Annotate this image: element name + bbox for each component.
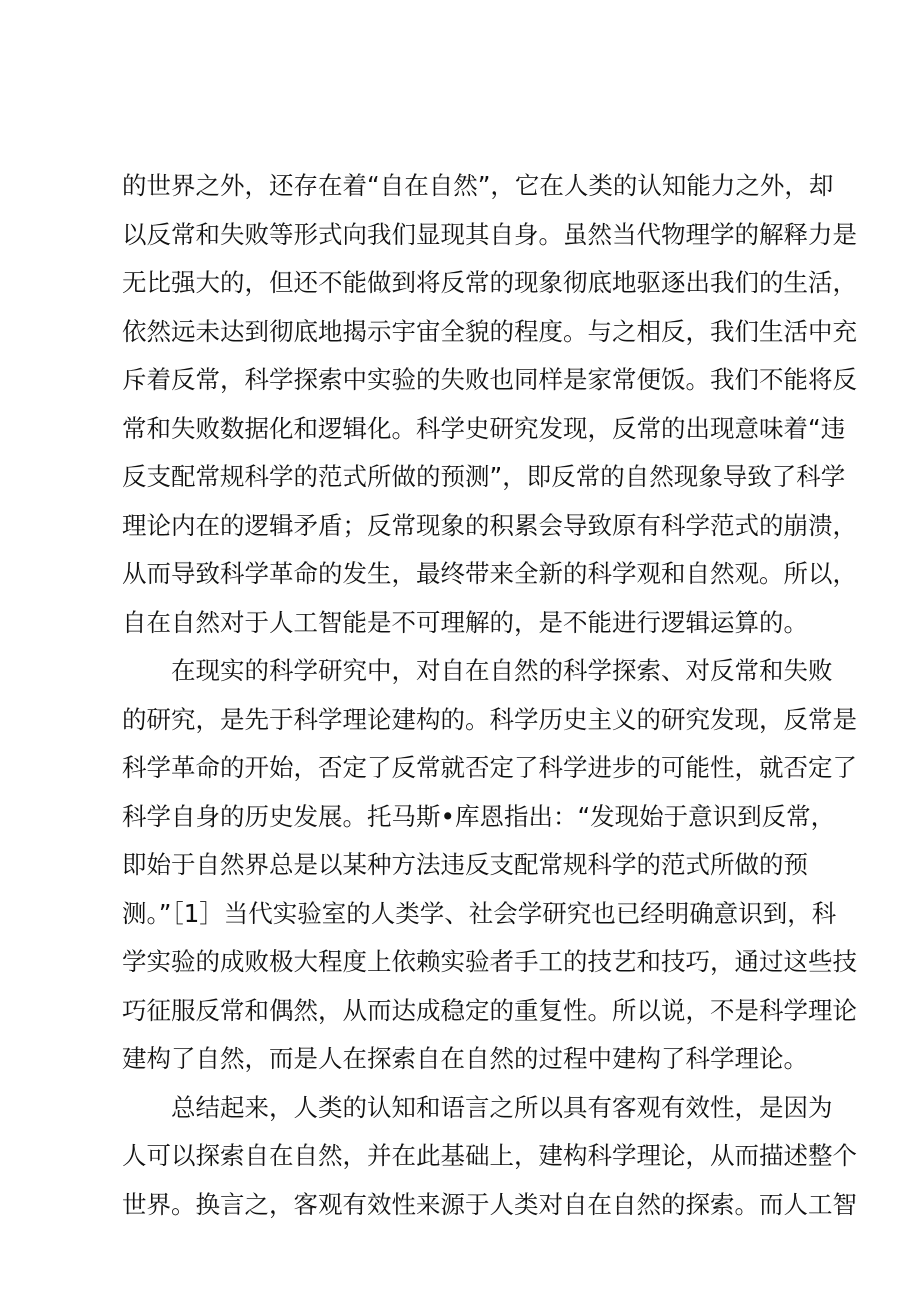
body-text xyxy=(122,162,857,1229)
text-line: 建构了自然，而是人在探索自在自然的过程中建构了科学理论。 xyxy=(122,1044,808,1073)
text-line: 巧征服反常和偶然，从而达成稳定的重复性。所以说，不是科学理论 xyxy=(122,995,857,1025)
text-line: 从而导致科学革命的发生，最终带来全新的科学观和自然观。所以， xyxy=(122,559,857,588)
text-line: 即始于自然界总是以某种方法违反支配常规科学的范式所做的预 xyxy=(122,850,808,879)
paragraph-first-line: 总结起来，人类的认知和语言之所以具有客观有效性，是因为 xyxy=(171,1092,833,1122)
text-line: 科学革命的开始，否定了反常就否定了科学进步的可能性，就否定了 xyxy=(122,753,857,782)
text-line: 自在自然对于人工智能是不可理解的，是不能进行逻辑运算的。 xyxy=(122,607,808,637)
text-line: 科学自身的历史发展。托马斯•库恩指出：“发现始于意识到反常， xyxy=(122,801,836,831)
text-line: 世界。换言之，客观有效性来源于人类对自在自然的探索。而人工智 xyxy=(122,1189,857,1219)
text-line: 斥着反常，科学探索中实验的失败也同样是家常便饭。我们不能将反 xyxy=(122,365,857,394)
text-line: 以反常和失败等形式向我们显现其自身。虽然当代物理学的解释力是 xyxy=(122,219,857,249)
text-line: 的研究，是先于科学理论建构的。科学历史主义的研究发现，反常是 xyxy=(122,704,857,734)
text-line: 无比强大的，但还不能做到将反常的现象彻底地驱逐出我们的生活， xyxy=(122,268,857,297)
text-line: 学实验的成败极大程度上依赖实验者手工的技艺和技巧，通过这些技 xyxy=(122,947,857,976)
text-line: 测。”［1］当代实验室的人类学、社会学研究也已经明确意识到，科 xyxy=(122,898,837,928)
text-line: 人可以探索自在自然，并在此基础上，建构科学理论，从而描述整个 xyxy=(122,1141,857,1170)
text-line: 的世界之外，还存在着“自在自然”，它在人类的认知能力之外，却 xyxy=(122,171,834,200)
text-line: 反支配常规科学的范式所做的预测”，即反常的自然现象导致了科学 xyxy=(122,462,846,491)
text-line: 常和失败数据化和逻辑化。科学史研究发现，反常的出现意味着“违 xyxy=(122,413,846,443)
text-line: 理论内在的逻辑矛盾；反常现象的积累会导致原有科学范式的崩溃， xyxy=(122,510,857,540)
paragraph-first-line: 在现实的科学研究中，对自在自然的科学探索、对反常和失败 xyxy=(171,656,833,685)
text-line: 依然远未达到彻底地揭示宇宙全貌的程度。与之相反，我们生活中充 xyxy=(122,316,857,346)
